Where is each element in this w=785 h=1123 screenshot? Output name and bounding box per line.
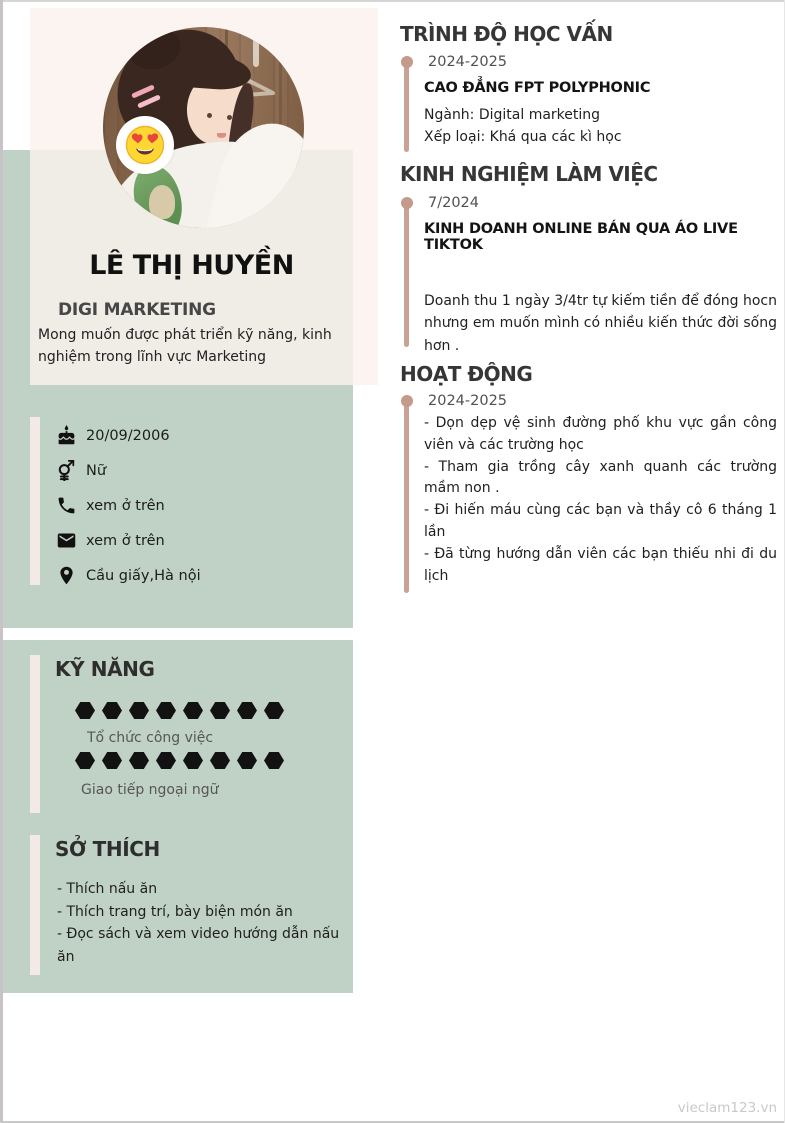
activity-item: - Đi hiến máu cùng các bạn và thầy cô 6 tháng 1 lần: [424, 502, 777, 540]
contact-row-email: [55, 523, 201, 558]
experience-heading: KINH NGHIỆM LÀM VIỆC: [400, 162, 658, 186]
skill-hexagon: [156, 752, 176, 769]
skill-label: Tổ chức công việc: [87, 730, 214, 746]
skill-hexagon: [264, 752, 284, 769]
skills-heading: KỸ NĂNG: [55, 657, 155, 681]
career-objective: Mong muốn được phát triển kỹ năng, kinh nghiệm trong lĩnh vực Marketing: [38, 327, 332, 365]
photo-shirt-print-angel: [149, 185, 175, 219]
skill-hexagon: [75, 702, 95, 719]
experience-description: Doanh thu 1 ngày 3/4tr tự kiếm tiền để đóng hocn nhưng em muốn mình có nhiều kiến thức đời sống hơn .: [424, 293, 777, 354]
skill-hexagon: [102, 752, 122, 769]
heart-eyes-emoji-icon: [125, 125, 165, 165]
activities-timeline-line: [404, 399, 409, 593]
activities-period: 2024-2025: [428, 393, 508, 409]
skill-hexagon: [102, 702, 122, 719]
candidate-name: LÊ THỊ HUYỀN: [89, 250, 294, 281]
watermark: vieclam123.vn: [677, 1100, 777, 1116]
contact-row-address: [55, 558, 201, 593]
interest-list: [57, 878, 341, 968]
gender-value: Nữ: [86, 462, 107, 479]
skill-hexagon: [75, 752, 95, 769]
skill-label: Giao tiếp ngoại ngữ: [81, 782, 219, 798]
skill-hexagon: [129, 702, 149, 719]
interests-accent-bar: [30, 835, 40, 975]
activity-item: - Dọn dẹp vệ sinh đường phố khu vực gần công viên và các trường học: [424, 415, 777, 453]
gender-icon: [55, 460, 77, 482]
skill-hexagon: [264, 702, 284, 719]
skills-accent-bar: [30, 655, 40, 813]
contact-list: [55, 418, 201, 593]
education-grade: Xếp loại: Khá qua các kì học: [424, 129, 622, 145]
experience-timeline-dot: [401, 197, 413, 209]
skill-level-hexagons: [75, 702, 284, 719]
phone-icon: [55, 495, 77, 517]
interest-item: - Đọc sách và xem video hướng dẫn nấu ăn: [57, 926, 340, 965]
address-value: Cầu giấy,Hà nội: [86, 567, 201, 584]
contact-row-phone: [55, 488, 201, 523]
education-timeline-dot: [401, 56, 413, 68]
skill-hexagon: [156, 702, 176, 719]
activities-timeline-dot: [401, 395, 413, 407]
email-value: xem ở trên: [86, 532, 165, 549]
skill-hexagon: [210, 752, 230, 769]
interest-item: - Thích nấu ăn: [57, 881, 158, 897]
contact-row-birthday: [55, 418, 201, 453]
location-pin-icon: [55, 565, 77, 587]
education-period: 2024-2025: [428, 54, 508, 70]
job-title: DIGI MARKETING: [58, 300, 216, 320]
education-school: CAO ĐẲNG FPT POLYPHONIC: [424, 80, 651, 96]
skill-hexagon: [210, 702, 230, 719]
contact-accent-bar: [30, 417, 40, 585]
experience-title: KINH DOANH ONLINE BÁN QUA ÁO LIVE TIKTOK: [424, 221, 738, 253]
skill-hexagon: [183, 702, 203, 719]
activity-item: - Tham gia trồng cây xanh quanh các trường mầm non .: [424, 458, 777, 497]
phone-value: xem ở trên: [86, 497, 165, 514]
page-border-top: [0, 0, 785, 2]
email-icon: [55, 530, 77, 552]
activities-list: [424, 413, 777, 587]
skill-hexagon: [129, 752, 149, 769]
education-major: Ngành: Digital marketing: [424, 107, 601, 123]
contact-row-gender: [55, 453, 201, 488]
heart-eyes-emoji-sticker: [116, 116, 174, 174]
photo-mouth: [217, 133, 226, 138]
activity-item: - Đã từng hướng dẫn viên các bạn thiếu nhi đi du lịch: [424, 545, 777, 584]
skill-hexagon: [237, 752, 257, 769]
education-timeline-line: [404, 60, 409, 152]
skill-hexagon: [183, 752, 203, 769]
interests-heading: SỞ THÍCH: [55, 837, 160, 861]
education-heading: TRÌNH ĐỘ HỌC VẤN: [400, 22, 613, 46]
activities-heading: HOẠT ĐỘNG: [400, 362, 533, 386]
skill-level-hexagons: [75, 752, 284, 769]
birthday-cake-icon: [55, 425, 77, 447]
profile-photo: [103, 27, 304, 228]
photo-eye: [227, 115, 232, 120]
experience-timeline-line: [404, 201, 409, 347]
interest-item: - Thích trang trí, bày biện món ăn: [57, 903, 293, 920]
skill-hexagon: [237, 702, 257, 719]
birthday-value: 20/09/2006: [86, 427, 170, 444]
experience-period: 7/2024: [428, 195, 480, 211]
photo-eye: [207, 113, 212, 118]
